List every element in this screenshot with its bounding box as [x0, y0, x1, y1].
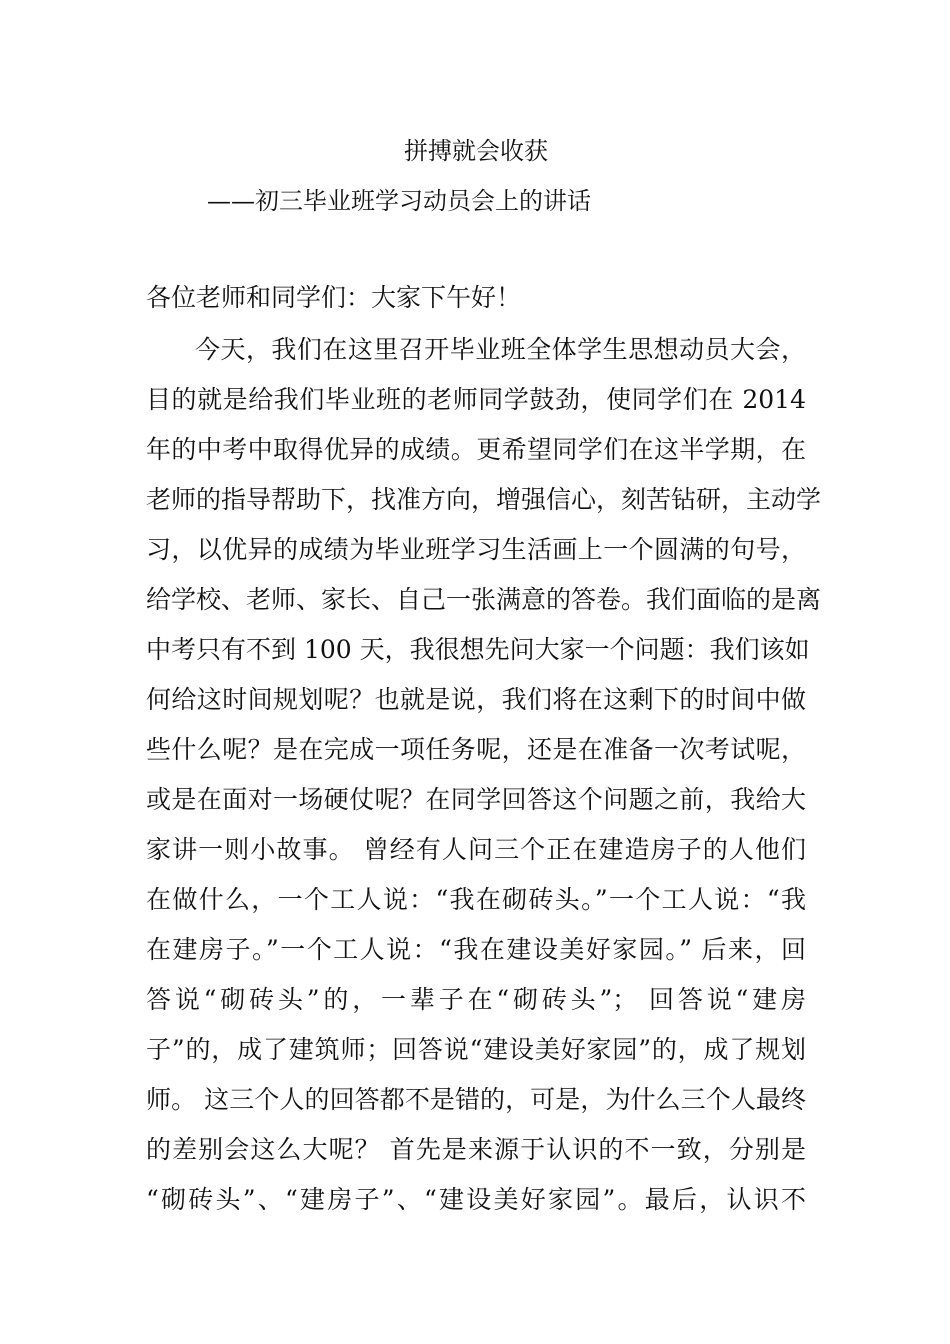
paragraph-line: “砌砖头”、“建房子”、“建设美好家园”。最后，认识不 [146, 1185, 806, 1214]
paragraph-line: 家讲一则小故事。 曾经有人问三个正在建造房子的人他们 [146, 835, 806, 864]
paragraph-line: 的差别会这么大呢？ 首先是来源于认识的不一致，分别是 [146, 1135, 806, 1164]
paragraph-line: 习，以优异的成绩为毕业班学习生活画上一个圆满的句号， [146, 535, 806, 564]
paragraph-line: 中考只有不到 100 天，我很想先问大家一个问题：我们该如 [146, 635, 810, 664]
paragraph-line: 年的中考中取得优异的成绩。更希望同学们在这半学期，在 [146, 435, 806, 464]
paragraph-line: 何给这时间规划呢？也就是说，我们将在这剩下的时间中做 [146, 685, 806, 714]
paragraph-line: 给学校、老师、家长、自己一张满意的答卷。我们面临的是离 [146, 585, 822, 614]
paragraph-line: 目的就是给我们毕业班的老师同学鼓劲，使同学们在 2014 [146, 385, 806, 414]
paragraph-line: 在建房子。”一个工人说：“我在建设美好家园。” 后来，回 [146, 935, 806, 964]
paragraph-line: 子”的，成了建筑师；回答说“建设美好家园”的，成了规划 [146, 1035, 806, 1064]
paragraph-line: 师。 这三个人的回答都不是错的，可是，为什么三个人最终 [146, 1085, 806, 1114]
paragraph-line: 答说“砌砖头”的，一辈子在“砌砖头”； 回答说“建房 [146, 985, 806, 1014]
document-subtitle: ——初三毕业班学习动员会上的讲话 [207, 187, 591, 215]
paragraph-line: 老师的指导帮助下，找准方向，增强信心，刻苦钻研，主动学 [146, 485, 822, 514]
greeting-line: 各位老师和同学们：大家下午好！ [146, 283, 522, 312]
paragraph-line: 些什么呢？是在完成一项任务呢，还是在准备一次考试呢， [146, 735, 806, 764]
paragraph-line: 或是在面对一场硬仗呢？在同学回答这个问题之前，我给大 [146, 785, 806, 814]
paragraph-line: 在做什么，一个工人说：“我在砌砖头。”一个工人说：“我 [146, 885, 806, 914]
paragraph-line: 今天，我们在这里召开毕业班全体学生思想动员大会， [195, 335, 806, 364]
document-title: 拼搏就会收获 [404, 137, 548, 165]
